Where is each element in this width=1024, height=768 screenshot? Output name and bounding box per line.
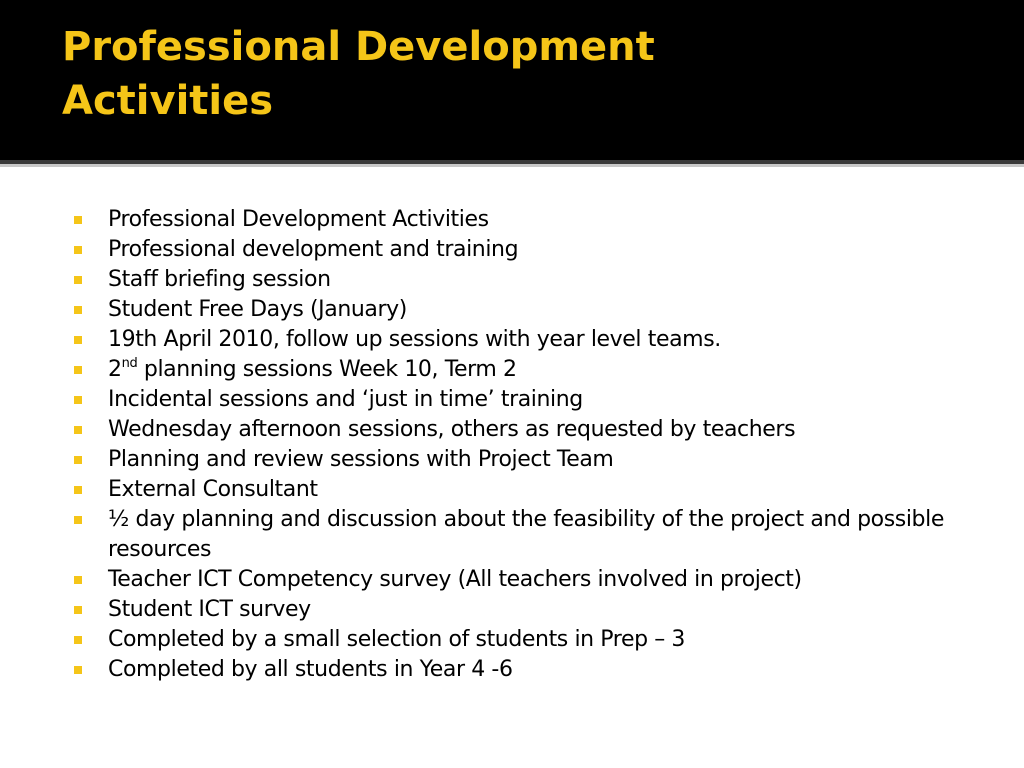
bullet-text: Student Free Days (January): [108, 297, 407, 322]
bullet-item: [72, 385, 972, 415]
bullet-text: ½ day planning and discussion about the feasibility of the project and possible resources: [108, 507, 944, 562]
bullet-text: Student ICT survey: [108, 597, 311, 622]
square-bullet-icon: [74, 456, 82, 464]
square-bullet-icon: [74, 276, 82, 284]
slide-title-line-1: Professional Development: [62, 24, 655, 70]
bullet-item: [72, 655, 972, 685]
ordinal-number: 2: [108, 357, 122, 382]
bullet-item: [72, 505, 972, 565]
bullet-item: [72, 205, 972, 235]
bullet-text: [108, 357, 517, 382]
bullet-text: External Consultant: [108, 477, 318, 502]
square-bullet-icon: [74, 516, 82, 524]
bullet-item: [72, 235, 972, 265]
slide-title-line-2: Activities: [62, 78, 274, 124]
bullet-item: [72, 445, 972, 475]
square-bullet-icon: [74, 666, 82, 674]
title-bar: [0, 0, 1024, 160]
bullet-text-rest: planning sessions Week 10, Term 2: [137, 357, 517, 382]
bullet-text: Professional Development Activities: [108, 207, 489, 232]
bullet-text: 19th April 2010, follow up sessions with year level teams.: [108, 327, 721, 352]
title-divider-light: [0, 164, 1024, 167]
square-bullet-icon: [74, 486, 82, 494]
slide-title: [62, 20, 962, 128]
bullet-item: [72, 475, 972, 505]
ordinal-suffix: nd: [121, 356, 138, 371]
bullet-item: [72, 355, 972, 385]
bullet-item: [72, 325, 972, 355]
bullet-text: Incidental sessions and ‘just in time’ training: [108, 387, 583, 412]
square-bullet-icon: [74, 216, 82, 224]
bullet-item: [72, 565, 972, 595]
square-bullet-icon: [74, 306, 82, 314]
bullet-text: Completed by a small selection of students in Prep – 3: [108, 627, 686, 652]
bullet-text: Wednesday afternoon sessions, others as requested by teachers: [108, 417, 796, 442]
bullet-item: [72, 625, 972, 655]
square-bullet-icon: [74, 606, 82, 614]
bullet-text: Staff briefing session: [108, 267, 331, 292]
square-bullet-icon: [74, 426, 82, 434]
bullet-text: Teacher ICT Competency survey (All teachers involved in project): [108, 567, 802, 592]
bullet-item: [72, 295, 972, 325]
bullet-list: [72, 205, 972, 685]
square-bullet-icon: [74, 336, 82, 344]
bullet-item: [72, 265, 972, 295]
bullet-text: Planning and review sessions with Project Team: [108, 447, 614, 472]
square-bullet-icon: [74, 366, 82, 374]
bullet-item: [72, 415, 972, 445]
square-bullet-icon: [74, 576, 82, 584]
square-bullet-icon: [74, 396, 82, 404]
bullet-text: Professional development and training: [108, 237, 519, 262]
square-bullet-icon: [74, 636, 82, 644]
bullet-text: Completed by all students in Year 4 -6: [108, 657, 513, 682]
bullet-item: [72, 595, 972, 625]
square-bullet-icon: [74, 246, 82, 254]
